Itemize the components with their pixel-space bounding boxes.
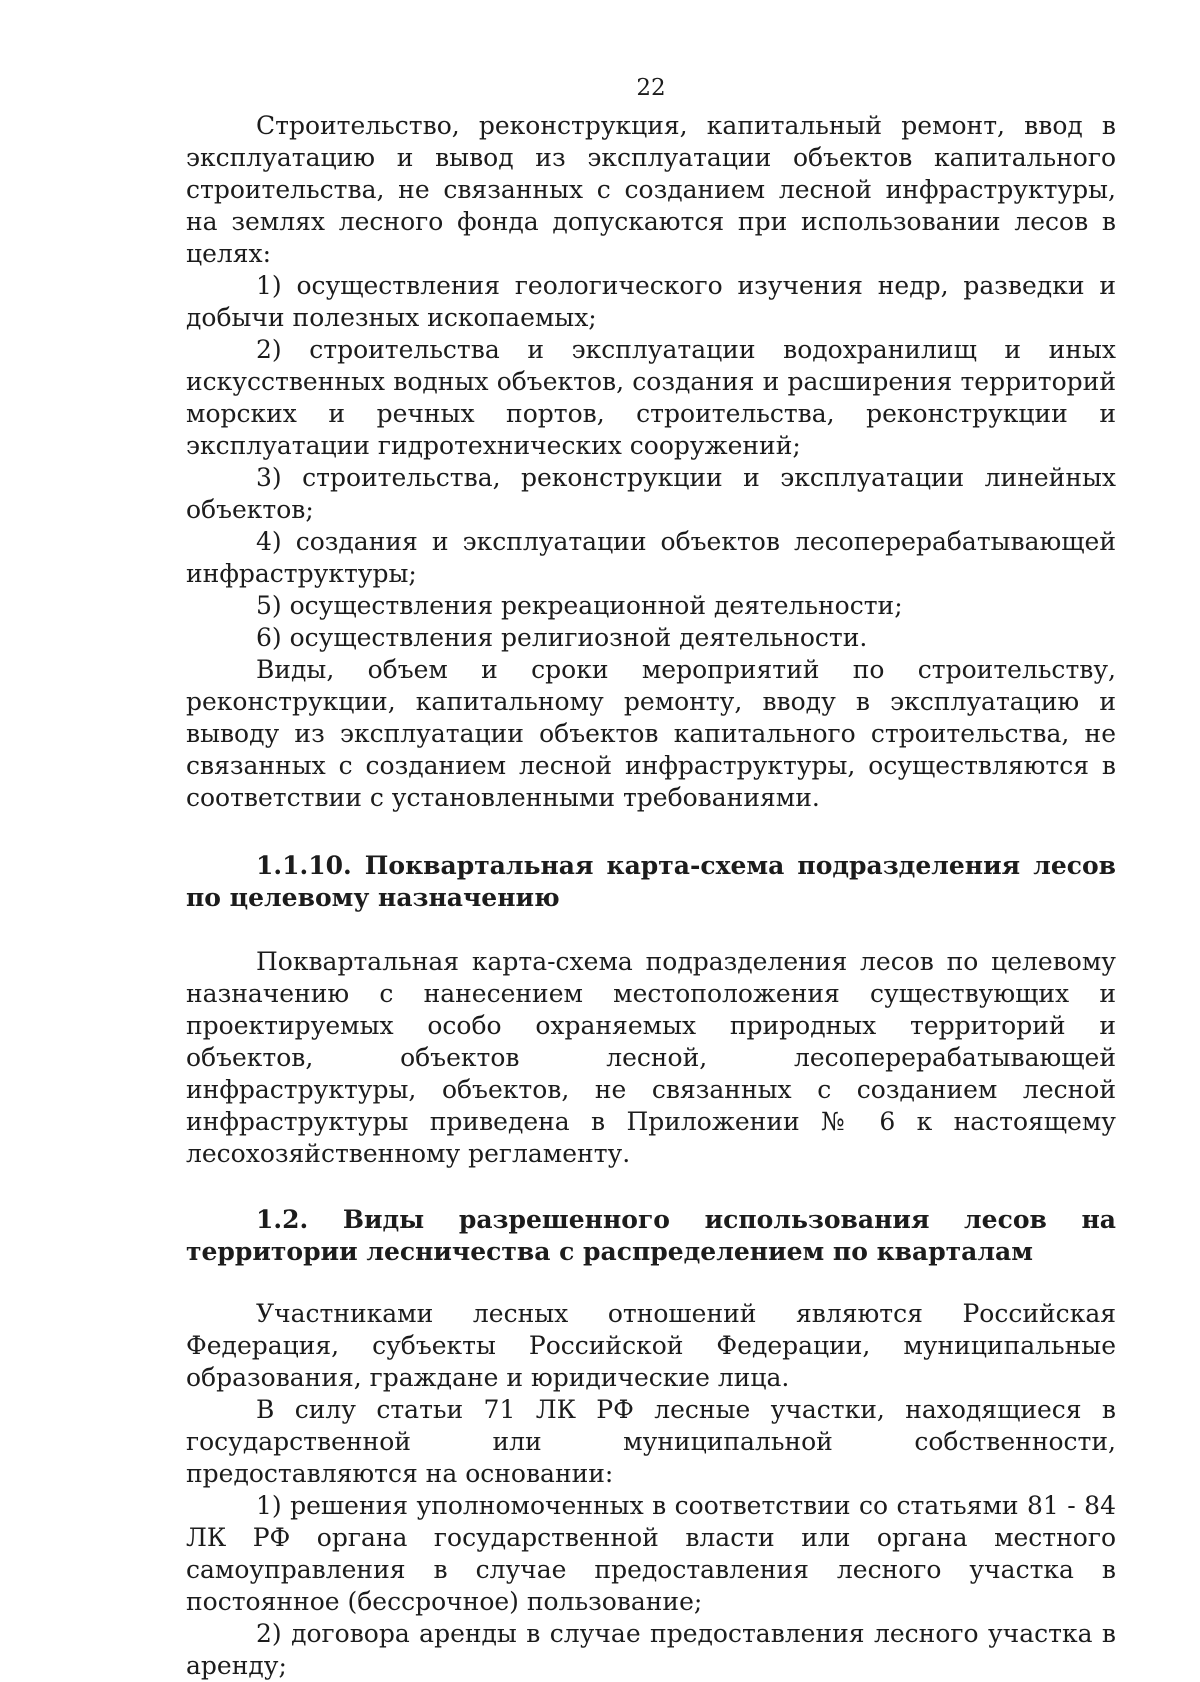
paragraph-construction-intro: Строительство, реконструкция, капитальный ремонт, ввод в эксплуатацию и вывод из эксплуатации объектов капитального строительства, не связанных с созданием лесной инфраструктуры, на землях лесного фонда допускаются при использовании лесов в целях: — [186, 111, 1116, 268]
paragraph-article-71: В силу статьи 71 ЛК РФ лесные участки, находящиеся в государственной или муниципальной собственности, предоставляются на основании: — [186, 1395, 1116, 1488]
list-item-1: 1) осуществления геологического изучения недр, разведки и добычи полезных ископаемых; — [186, 271, 1116, 332]
section-heading-1-2: 1.2. Виды разрешенного использования лесов на территории лесничества с распределением по кварталам — [186, 1205, 1116, 1266]
section-heading-1-1-10: 1.1.10. Поквартальная карта-схема подразделения лесов по целевому назначению — [186, 851, 1116, 912]
list-item-2: 2) строительства и эксплуатации водохранилищ и иных искусственных водных объектов, создания и расширения территорий морских и речных портов, строительства, реконструкции и эксплуатации гидротехнических сооружений; — [186, 335, 1116, 460]
list-item-5: 5) осуществления рекреационной деятельности; — [256, 591, 903, 620]
basis-item-1: 1) решения уполномоченных в соответствии со статьями 81 - 84 ЛК РФ органа государственной власти или органа местного самоуправления в случае предоставления лесного участка в постоянное (бессрочное) пользование; — [186, 1491, 1116, 1616]
document-page — [186, 72, 1116, 1682]
list-item-6: 6) осуществления религиозной деятельности. — [256, 623, 868, 652]
list-item-4: 4) создания и эксплуатации объектов лесоперерабатывающей инфраструктуры; — [186, 527, 1116, 588]
basis-item-2: 2) договора аренды в случае предоставления лесного участка в аренду; — [186, 1619, 1116, 1680]
paragraph-measures: Виды, объем и сроки мероприятий по строительству, реконструкции, капитальному ремонту, вводу в эксплуатацию и выводу из эксплуатации объектов капитального строительства, не связанных с созданием лесной инфраструктуры, осуществляются в соответствии с установленными требованиями. — [186, 655, 1116, 812]
page-number: 22 — [636, 75, 666, 101]
paragraph-map-scheme: Поквартальная карта-схема подразделения лесов по целевому назначению с нанесением местоположения существующих и проектируемых особо охраняемых природных территорий и объектов, объектов лесной, лесоперерабатывающей инфраструктуры, объектов, не связанных с созданием лесной инфраструктуры приведена в Приложении № 6 к настоящему лесохозяйственному регламенту. — [186, 947, 1116, 1168]
list-item-3: 3) строительства, реконструкции и эксплуатации линейных объектов; — [186, 463, 1116, 524]
paragraph-participants: Участниками лесных отношений являются Российская Федерация, субъекты Российской Федерации, муниципальные образования, граждане и юридические лица. — [186, 1299, 1116, 1392]
